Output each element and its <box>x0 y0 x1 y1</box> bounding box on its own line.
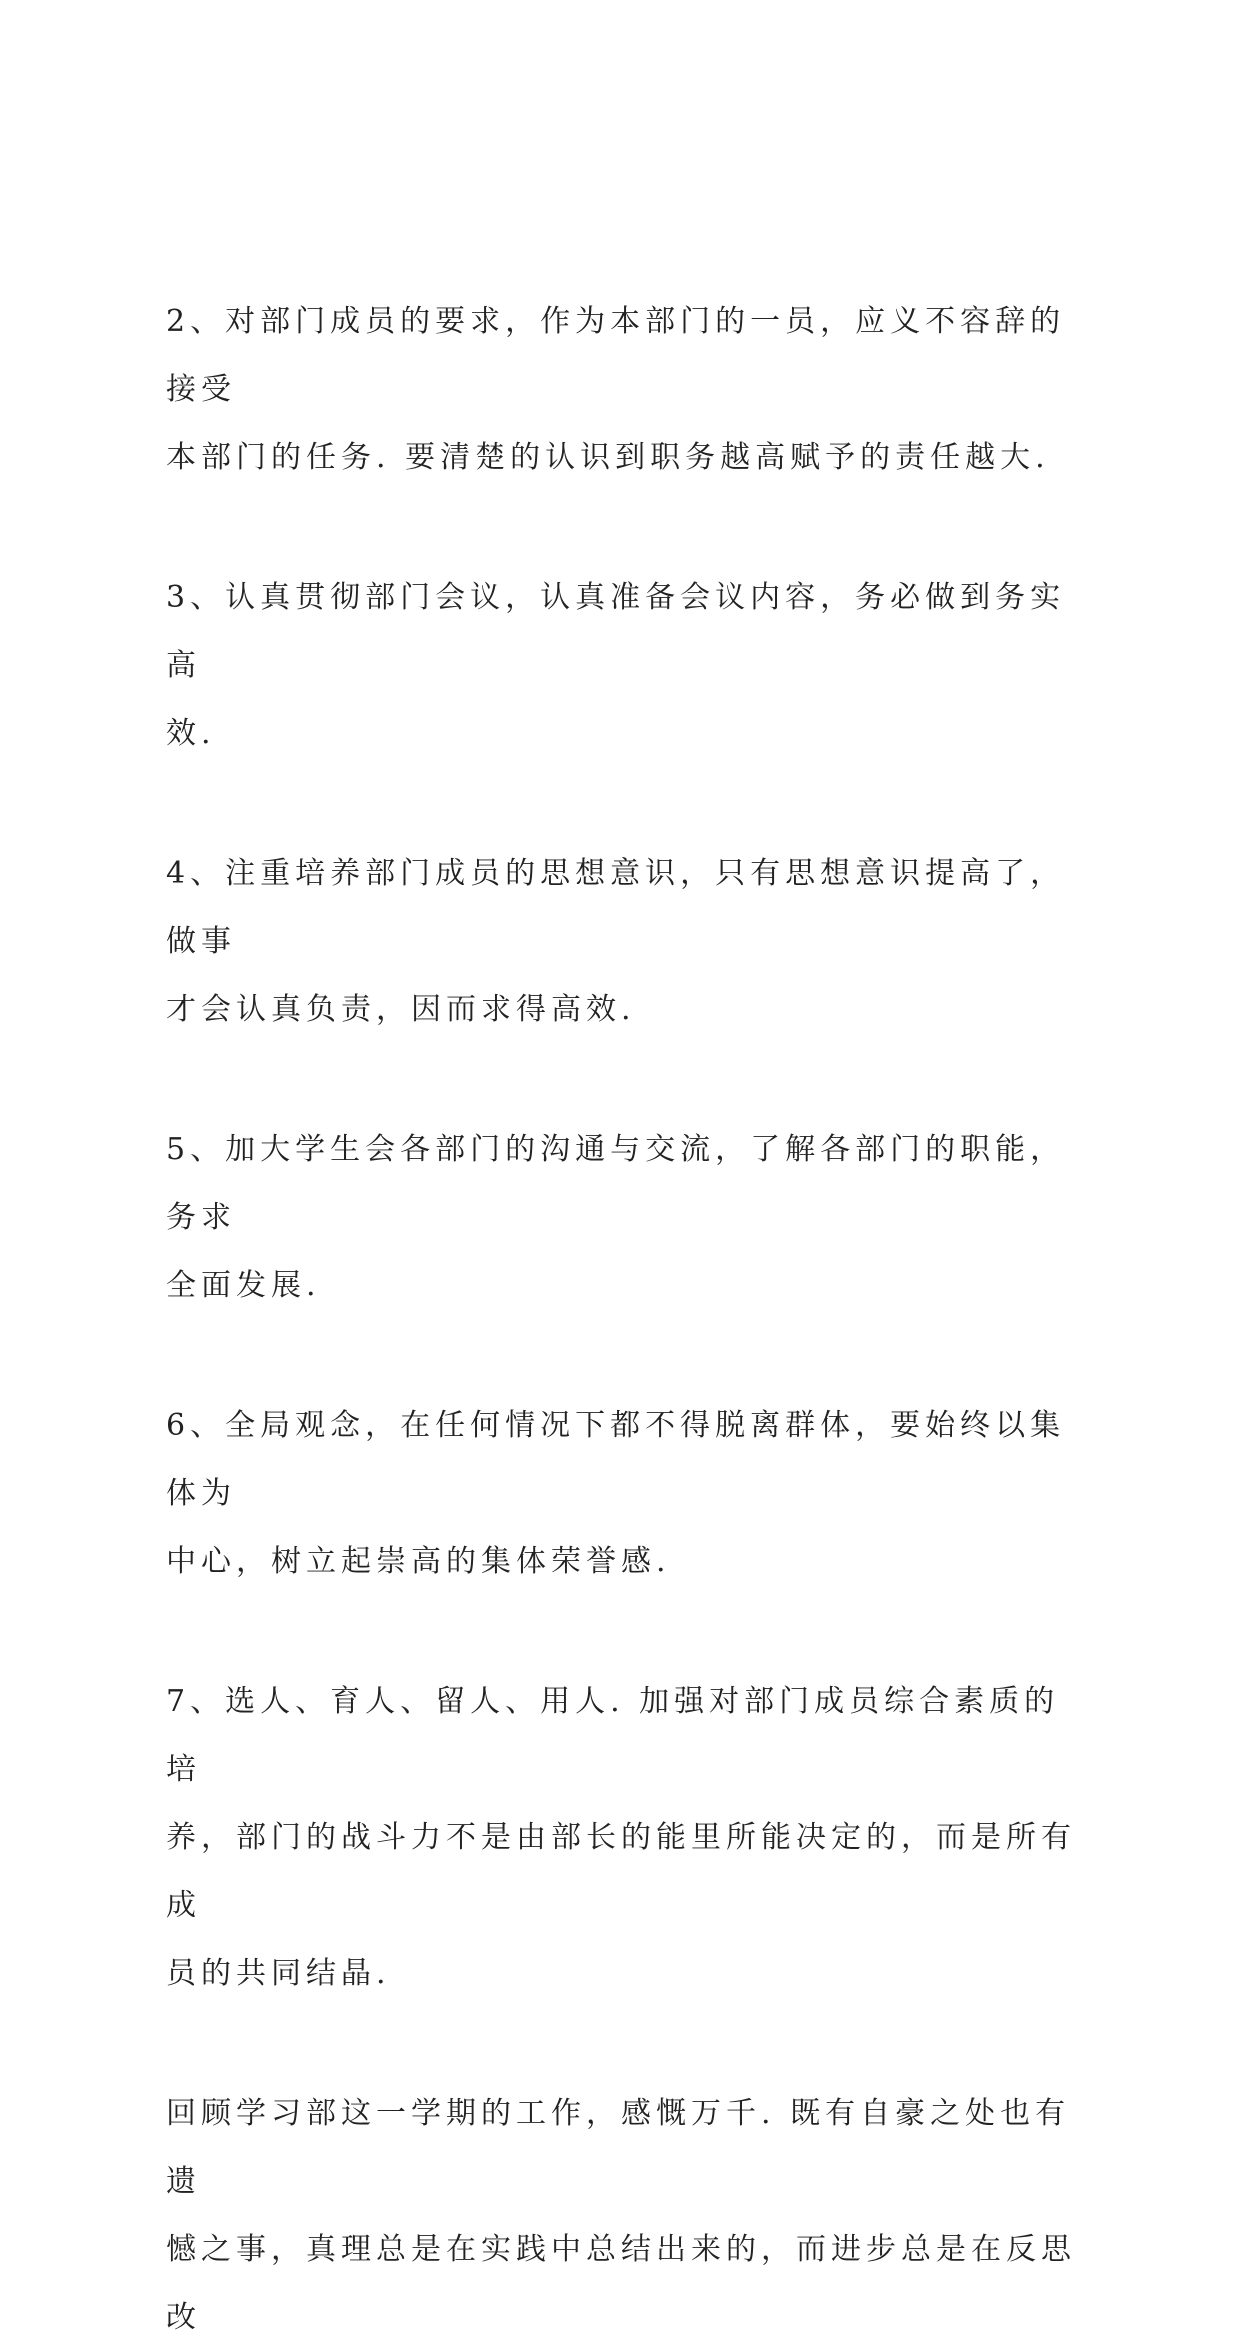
paragraph-item-7: 7、选人、育人、留人、用人. 加强对部门成员综合素质的培 养，部门的战斗力不是由部长的能里所能决定的，而是所有成 员的共同结晶. <box>166 1684 1076 1991</box>
document-body <box>166 288 1086 2352</box>
paragraph-review: 回顾学习部这一学期的工作，感慨万千. 既有自豪之处也有遗 憾之事，真理总是在实践中总结出来的，而进步总是在反思改 <box>166 2096 1076 2335</box>
paragraph-item-3: 3、认真贯彻部门会议，认真准备会议内容，务必做到务实高 效. <box>166 580 1066 751</box>
paragraph-item-6: 6、全局观念，在任何情况下都不得脱离群体，要始终以集体为 中心，树立起崇高的集体荣誉感. <box>166 1408 1066 1579</box>
paragraph-item-4: 4、注重培养部门成员的思想意识，只有思想意识提高了，做事 才会认真负责，因而求得高效. <box>166 856 1066 1027</box>
paragraph-item-5: 5、加大学生会各部门的沟通与交流，了解各部门的职能，务求 全面发展. <box>166 1132 1066 1303</box>
paragraph-item-2: 2、对部门成员的要求，作为本部门的一员，应义不容辞的接受 本部门的任务. 要清楚的认识到职务越高赋予的责任越大. <box>166 304 1066 475</box>
